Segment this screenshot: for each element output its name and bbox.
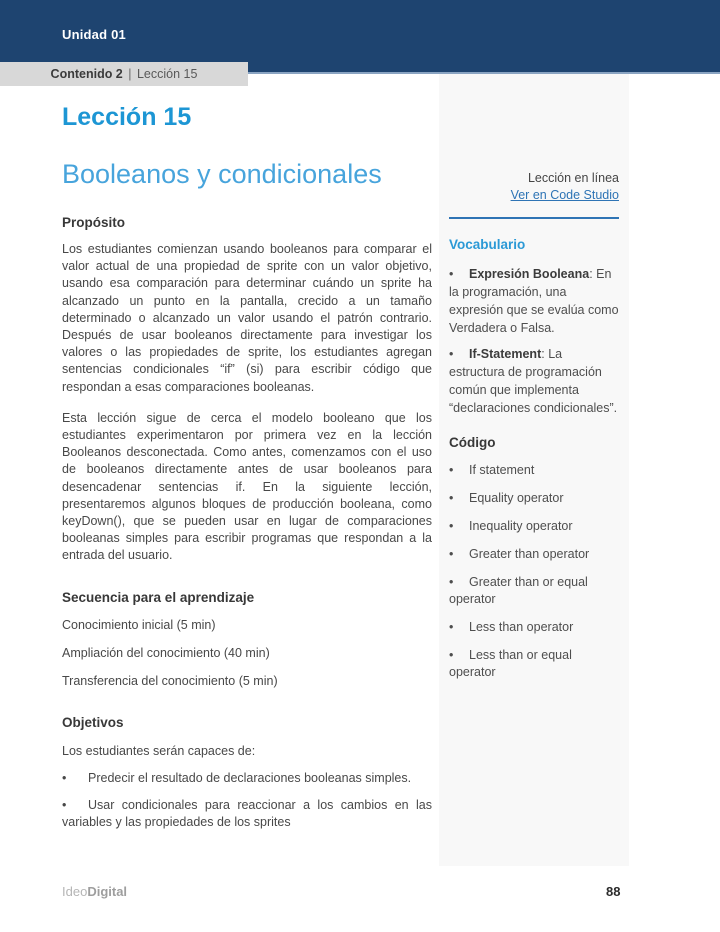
- code-studio-link[interactable]: Ver en Code Studio: [510, 188, 619, 202]
- code-item-text: Less than or equal operator: [449, 648, 572, 679]
- purpose-heading: Propósito: [62, 215, 125, 230]
- breadcrumb-lesson: Lección 15: [136, 67, 198, 81]
- code-item-text: Inequality operator: [469, 519, 573, 533]
- vocab-separator: :: [541, 347, 545, 361]
- code-list-item: [449, 546, 619, 563]
- code-list-item: [449, 619, 619, 636]
- breadcrumb: [0, 62, 248, 86]
- bullet-icon: •: [449, 463, 454, 477]
- main-content: [62, 88, 432, 831]
- page-subtitle: Booleanos y condicionales: [62, 159, 382, 189]
- vocab-separator: :: [589, 267, 593, 281]
- code-item-text: Greater than or equal operator: [449, 575, 588, 606]
- bullet-icon: •: [62, 770, 67, 785]
- code-list-item: [449, 462, 619, 479]
- objective-item: [62, 797, 432, 831]
- code-item-text: If statement: [469, 463, 535, 477]
- unit-label: Unidad 01: [62, 27, 126, 42]
- sequence-heading: Secuencia para el aprendizaje: [62, 589, 255, 605]
- bullet-icon: •: [449, 347, 454, 361]
- bullet-icon: •: [449, 267, 454, 281]
- purpose-paragraph-1: Los estudiantes comienzan usando booleanos para comparar el valor actual de una propiedad de sprite con un valor objetivo, usando esa comparación para determinar cuándo un sprite ha alcanzado un punto en la pantalla, crecido a un tamaño determinado o alcanzado un valor usando el patrón contrario. Después de usar booleanos directamente para investigar los valores o las propiedades de sprite, los estudiantes agregan sentencias condicionales “if” (si) para escribir código que respondan a esas comparaciones booleanas.: [62, 242, 432, 394]
- sequence-item: Transferencia del conocimiento (5 min): [62, 673, 278, 688]
- code-list-item: [449, 647, 619, 681]
- code-item-text: Equality operator: [469, 491, 564, 505]
- brand-bold: Digital: [87, 884, 128, 899]
- page-title: Lección 15: [62, 103, 192, 131]
- sidebar-divider: [449, 217, 619, 219]
- brand-light: Ideo: [62, 884, 88, 899]
- code-item-text: Greater than operator: [469, 547, 590, 561]
- online-lesson-label: Lección en línea: [527, 171, 619, 185]
- vocab-definition: En la programación, una expresión que se evalúa como Verdadera o Falsa.: [449, 267, 619, 335]
- vocab-definition: La estructura de programación común que implementa “declaraciones condicionales”.: [449, 347, 618, 415]
- breadcrumb-section: Contenido 2: [50, 67, 123, 81]
- bullet-icon: •: [449, 575, 454, 589]
- vocabulary-heading: Vocabulario: [449, 237, 526, 252]
- objectives-heading: Objetivos: [62, 714, 124, 730]
- bullet-icon: •: [449, 547, 454, 561]
- objective-text: Predecir el resultado de declaraciones booleanas simples.: [88, 770, 412, 785]
- code-heading: Código: [449, 435, 496, 450]
- code-list-item: [449, 574, 619, 608]
- code-item-text: Less than operator: [469, 620, 574, 634]
- bullet-icon: •: [449, 519, 454, 533]
- code-list-item: [449, 518, 619, 535]
- bullet-icon: •: [449, 648, 454, 662]
- brand-logo: [62, 884, 127, 899]
- online-lesson-box: [449, 170, 619, 204]
- objective-text: Usar condicionales para reaccionar a los cambios en las variables y las propiedades de los sprites: [62, 797, 432, 830]
- sidebar: [439, 74, 629, 866]
- vocab-term: If-Statement: [469, 347, 542, 361]
- vocab-term: Expresión Booleana: [469, 267, 590, 281]
- vocabulary-item: [449, 345, 619, 417]
- vocabulary-item: [449, 265, 619, 337]
- sequence-item: Ampliación del conocimiento (40 min): [62, 645, 270, 660]
- bullet-icon: •: [449, 491, 454, 505]
- objectives-intro: Los estudiantes serán capaces de:: [62, 743, 256, 758]
- sequence-item: Conocimiento inicial (5 min): [62, 617, 216, 632]
- breadcrumb-separator: |: [128, 67, 132, 81]
- objective-item: [62, 770, 432, 787]
- page-number: 88: [606, 884, 621, 899]
- purpose-paragraph-2: Esta lección sigue de cerca el modelo booleano que los estudiantes experimentaron por primera vez en la lección Booleanos desconectada. Como antes, comenzamos con el uso de booleanos directamente antes de usar booleanos para desencadenar sentencias if. En la siguiente lección, presentaremos algunos bloques de producción booleana, como keyDown(), que se pueden usar en lugar de comparaciones booleanas simples para escribir programas que respondan a la entrada del usuario.: [62, 410, 432, 563]
- bullet-icon: •: [449, 620, 454, 634]
- code-list-item: [449, 490, 619, 507]
- bullet-icon: •: [62, 797, 67, 812]
